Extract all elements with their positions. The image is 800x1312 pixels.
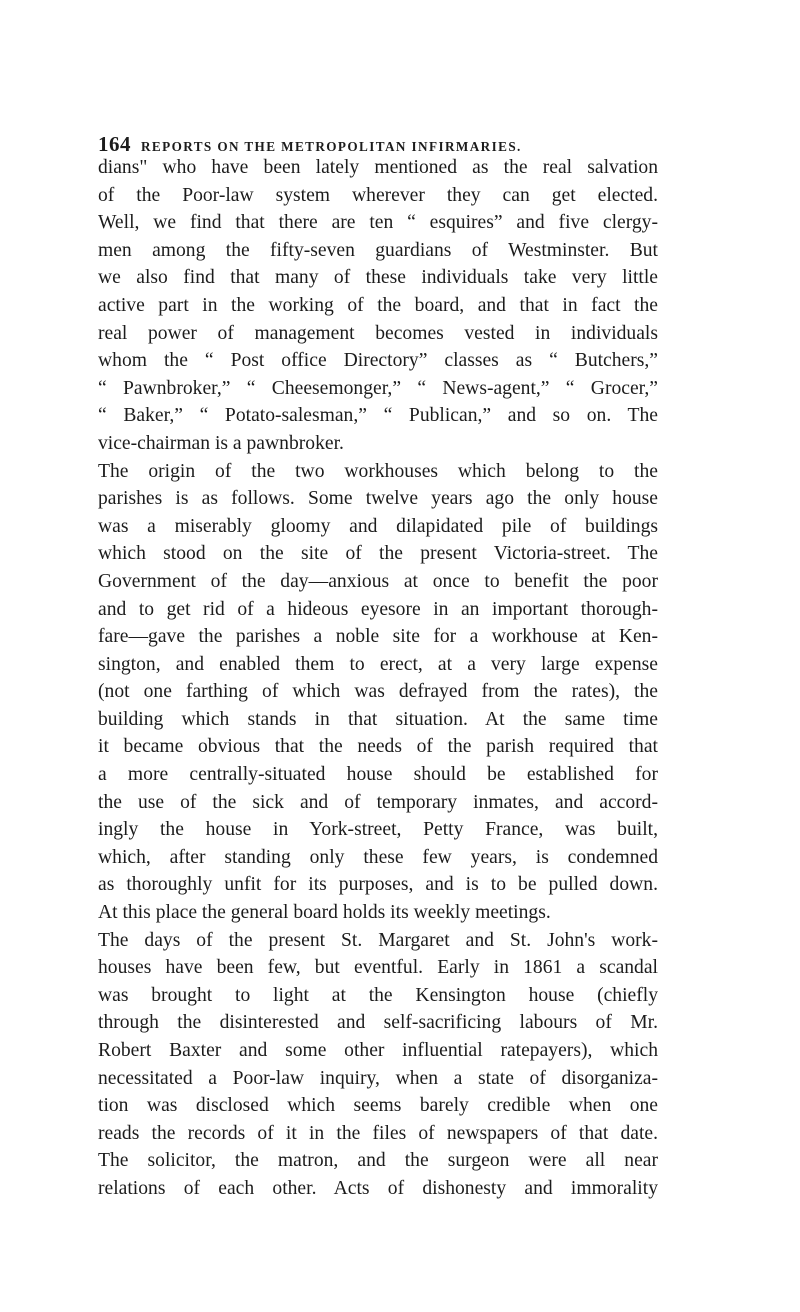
- text-line: and to get rid of a hideous eyesore in an important thorough-: [98, 598, 658, 620]
- text-line: was brought to light at the Kensington house (chiefly: [98, 984, 658, 1006]
- paragraph-start-line: The days of the present St. Margaret and St. John's work-: [98, 929, 658, 951]
- text-line: which, after standing only these few years, is condemned: [98, 846, 658, 868]
- text-line: fare—gave the parishes a noble site for a workhouse at Ken-: [98, 626, 658, 648]
- text-line: houses have been few, but eventful. Early in 1861 a scandal: [98, 957, 658, 979]
- text-line: The solicitor, the matron, and the surgeon were all near: [98, 1150, 658, 1172]
- paragraph-end-line: vice-chairman is a pawnbroker.: [98, 432, 344, 454]
- text-line: Well, we find that there are ten “ esquires” and five clergy-: [98, 212, 658, 234]
- text-line: the use of the sick and of temporary inmates, and accord-: [98, 791, 658, 813]
- text-line: active part in the working of the board, and that in fact the: [98, 294, 658, 316]
- text-line: was a miserably gloomy and dilapidated pile of buildings: [98, 515, 658, 537]
- paragraph-start-line: The origin of the two workhouses which belong to the: [98, 460, 658, 482]
- text-line: necessitated a Poor-law inquiry, when a state of disorganiza-: [98, 1067, 658, 1089]
- text-line: Robert Baxter and some other influential ratepayers), which: [98, 1040, 658, 1061]
- text-line: of the Poor-law system wherever they can get elected.: [98, 184, 658, 206]
- text-line: parishes is as follows. Some twelve years ago the only house: [98, 488, 658, 510]
- text-line: real power of management becomes vested in individuals: [98, 322, 658, 344]
- page-number: 164: [98, 132, 131, 156]
- paragraph-end-line: At this place the general board holds its weekly meetings.: [98, 902, 551, 924]
- text-line: whom the “ Post office Directory” classes as “ Butchers,”: [98, 350, 658, 372]
- text-line: reads the records of it in the files of newspapers of that date.: [98, 1122, 658, 1144]
- text-line: it became obvious that the needs of the parish required that: [98, 736, 658, 758]
- text-line: (not one farthing of which was defrayed from the rates), the: [98, 681, 658, 703]
- text-line: through the disinterested and self-sacrificing labours of Mr.: [98, 1012, 658, 1034]
- text-line: men among the fifty-seven guardians of Westminster. But: [98, 239, 658, 261]
- text-line: tion was disclosed which seems barely credible when one: [98, 1095, 658, 1117]
- text-line: sington, and enabled them to erect, at a very large expense: [98, 653, 658, 675]
- text-line: we also find that many of these individuals take very little: [98, 267, 658, 289]
- body-text: [98, 154, 658, 1203]
- text-line: which stood on the site of the present Victoria-street. The: [98, 543, 658, 565]
- text-line: as thoroughly unfit for its purposes, and is to be pulled down.: [98, 874, 658, 896]
- text-line: relations of each other. Acts of dishonesty and immorality: [98, 1177, 658, 1199]
- text-line: building which stands in that situation. At the same time: [98, 708, 658, 730]
- running-title: REPORTS ON THE METROPOLITAN INFIRMARIES.: [141, 139, 522, 154]
- text-line: “ Baker,” “ Potato-salesman,” “ Publican,” and so on. The: [98, 405, 658, 427]
- text-line: “ Pawnbroker,” “ Cheesemonger,” “ News-agent,” “ Grocer,”: [98, 377, 658, 399]
- text-line: Government of the day—anxious at once to benefit the poor: [98, 570, 658, 592]
- text-line: a more centrally-situated house should be established for: [98, 764, 658, 786]
- text-line: ingly the house in York-street, Petty France, was built,: [98, 819, 658, 841]
- text-line: dians" who have been lately mentioned as the real salvation: [98, 157, 658, 178]
